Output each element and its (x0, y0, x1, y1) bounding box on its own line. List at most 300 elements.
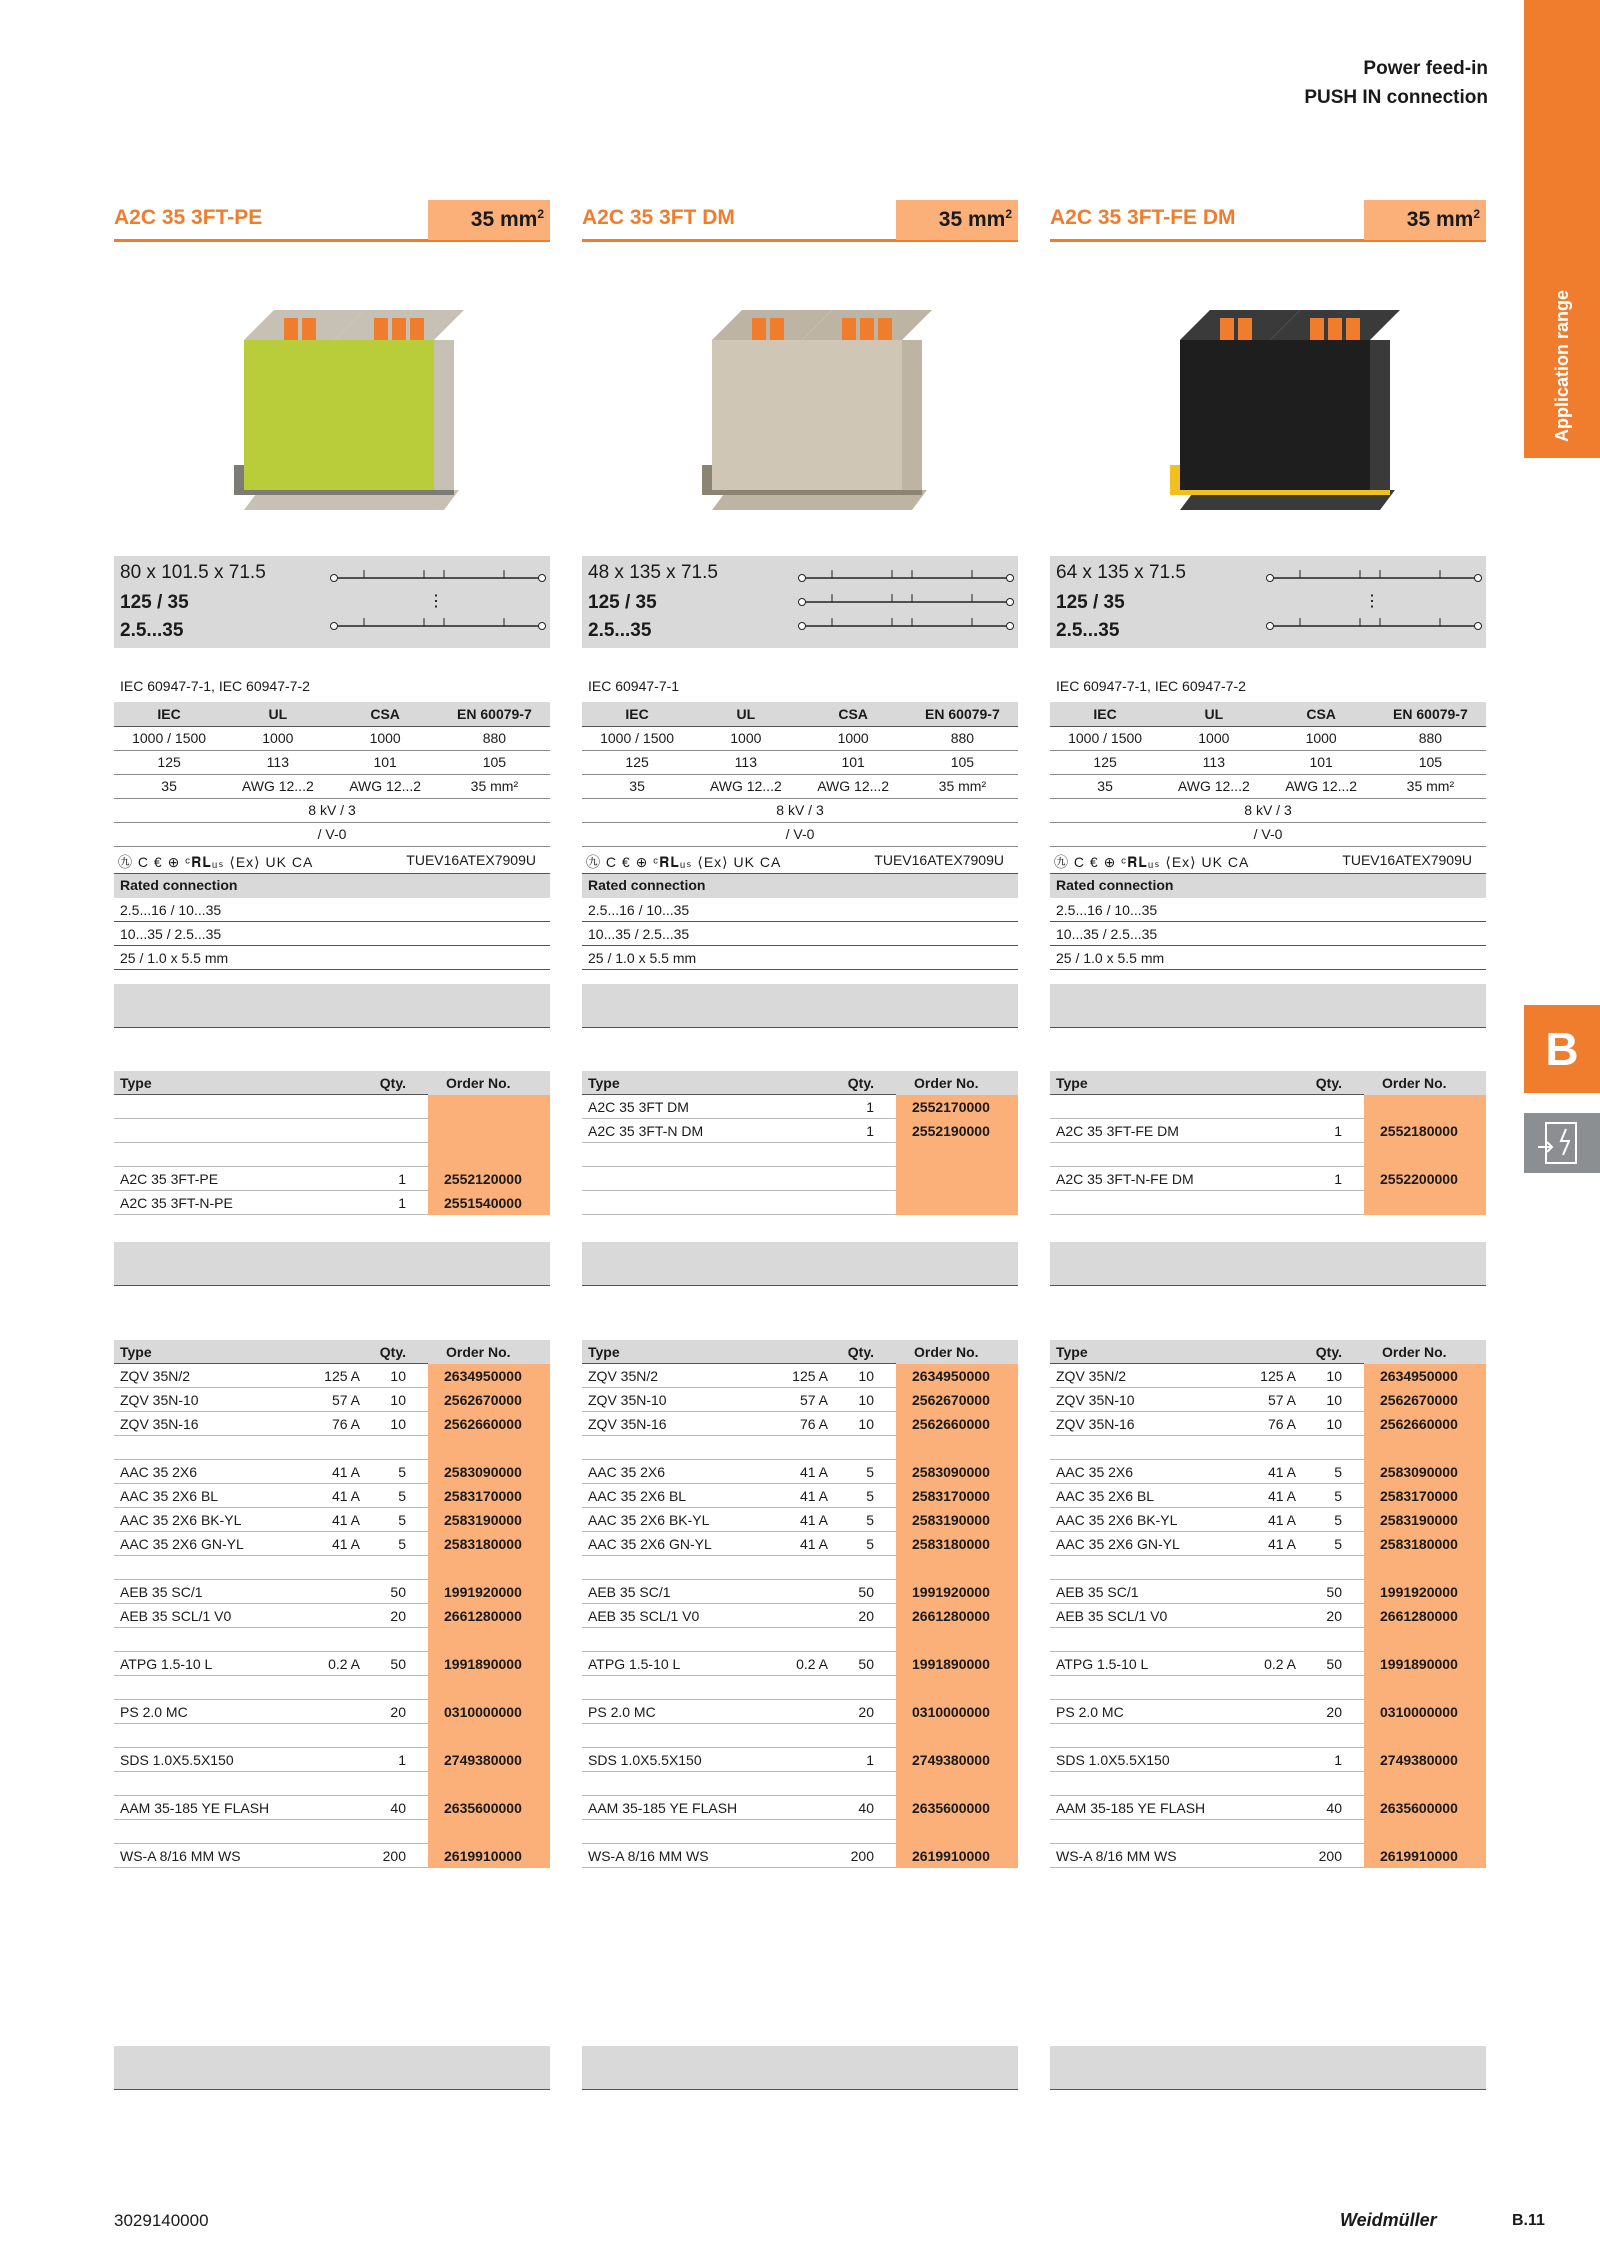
rated-connection-label: Rated connection (1050, 874, 1486, 898)
accessory-spacer (582, 1772, 1018, 1796)
order-row (1050, 1143, 1486, 1167)
accessory-row (1050, 1844, 1486, 1868)
accessory-type: AAC 35 2X6 (588, 1464, 666, 1480)
accessory-order-number[interactable]: 2583190000 (896, 1508, 1018, 1532)
accessory-header-type: Type (588, 1344, 620, 1360)
accessory-type: AEB 35 SC/1 (1056, 1584, 1139, 1600)
rating-cell: 105 (1375, 750, 1486, 774)
accessory-amps: 41 A (331, 1464, 360, 1480)
rating-cell: 35 (582, 774, 692, 798)
accessory-order-number[interactable]: 2619910000 (896, 1844, 1018, 1868)
accessory-row (582, 1364, 1018, 1388)
accessory-header-qty: Qty. (847, 1344, 874, 1360)
accessory-type: AAC 35 2X6 (120, 1464, 198, 1480)
accessory-spacer-cell (428, 1628, 550, 1652)
accessory-type: ATPG 1.5-10 L (1056, 1656, 1149, 1672)
accessory-order-number[interactable]: 2634950000 (1364, 1364, 1486, 1388)
accessory-spacer-cell (1364, 1628, 1486, 1652)
order-row (114, 1167, 550, 1191)
accessory-type: AEB 35 SCL/1 V0 (120, 1608, 232, 1624)
accessory-amps: 76 A (799, 1416, 828, 1432)
accessory-spacer (582, 1724, 1018, 1748)
accessory-order-number[interactable]: 2583190000 (428, 1508, 550, 1532)
circuit-diagram (792, 556, 1018, 648)
rating-cell: 105 (907, 750, 1018, 774)
rating-cell: 35 mm² (907, 774, 1018, 798)
accessory-order-number[interactable]: 2583190000 (1364, 1508, 1486, 1532)
accessory-amps: 0.2 A (328, 1656, 360, 1672)
accessory-header-row (1050, 1340, 1486, 1364)
accessory-row (1050, 1484, 1486, 1508)
accessory-order-number[interactable]: 2635600000 (1364, 1796, 1486, 1820)
accessory-order-number[interactable]: 2619910000 (1364, 1844, 1486, 1868)
order-number[interactable] (1364, 1191, 1486, 1215)
accessory-spacer-cell (896, 1772, 1018, 1796)
accessory-qty: 5 (866, 1464, 874, 1480)
rated-connection-label: Rated connection (582, 874, 1018, 898)
order-number[interactable] (428, 1119, 550, 1143)
accessory-row (114, 1796, 550, 1820)
accessory-order-number[interactable]: 2749380000 (896, 1748, 1018, 1772)
order-header-qty: Qty. (379, 1075, 406, 1091)
accessory-spacer (114, 1820, 550, 1844)
rating-cell: 1000 (224, 726, 331, 750)
accessory-table (582, 1340, 1018, 1868)
accessory-spacer (1050, 1628, 1486, 1652)
accessory-type: ZQV 35N-10 (1056, 1392, 1135, 1408)
accessory-row (1050, 1748, 1486, 1772)
rating-cell: 113 (224, 750, 331, 774)
accessory-type: PS 2.0 MC (588, 1704, 656, 1720)
accessory-order-number[interactable]: 2634950000 (896, 1364, 1018, 1388)
accessory-order-number[interactable]: 2583170000 (896, 1484, 1018, 1508)
accessory-row (582, 1532, 1018, 1556)
accessory-type: AEB 35 SC/1 (120, 1584, 203, 1600)
accessory-spacer-cell (428, 1676, 550, 1700)
wire-range: 2.5...35 (120, 620, 184, 641)
order-type: A2C 35 3FT DM (588, 1099, 689, 1115)
accessory-type: ZQV 35N/2 (1056, 1368, 1127, 1384)
accessory-table (114, 1340, 550, 1868)
order-type: A2C 35 3FT-FE DM (1056, 1123, 1179, 1139)
product-header (1050, 200, 1486, 242)
accessory-amps: 57 A (331, 1392, 360, 1408)
accessory-order-number[interactable]: 2562670000 (896, 1388, 1018, 1412)
rated-row: 2.5...16 / 10...35 (114, 898, 550, 922)
grey-band (1050, 1242, 1486, 1286)
page-number: B.11 (1512, 2212, 1545, 2229)
accessory-qty: 5 (866, 1536, 874, 1552)
accessory-order-number[interactable]: 2562660000 (428, 1412, 550, 1436)
order-header-no: Order No. (428, 1071, 550, 1095)
accessory-order-number[interactable]: 1991890000 (896, 1652, 1018, 1676)
grey-band (114, 2046, 550, 2090)
rating-cell: 101 (1267, 750, 1374, 774)
accessory-row (114, 1364, 550, 1388)
accessory-spacer (582, 1820, 1018, 1844)
accessory-order-number[interactable]: 2661280000 (896, 1604, 1018, 1628)
accessory-order-number[interactable]: 2619910000 (428, 1844, 550, 1868)
rated-row: 10...35 / 2.5...35 (582, 922, 1018, 946)
accessory-amps: 0.2 A (1264, 1656, 1296, 1672)
accessory-order-number[interactable]: 2635600000 (428, 1796, 550, 1820)
accessory-order-number[interactable]: 2749380000 (1364, 1748, 1486, 1772)
accessory-order-number[interactable]: 2634950000 (428, 1364, 550, 1388)
product-size-sup: 2 (1473, 207, 1480, 221)
accessory-amps: 76 A (1267, 1416, 1296, 1432)
order-row (114, 1143, 550, 1167)
accessory-qty: 5 (866, 1512, 874, 1528)
accessory-row (1050, 1580, 1486, 1604)
accessory-row (114, 1700, 550, 1724)
rating-cell: 1000 / 1500 (1050, 726, 1160, 750)
accessory-qty: 10 (390, 1368, 406, 1384)
accessory-row (114, 1508, 550, 1532)
rating-extra: 8 kV / 3 (1050, 798, 1486, 822)
order-header-qty: Qty. (847, 1075, 874, 1091)
rating-cell: 125 (1050, 750, 1160, 774)
accessory-type: ZQV 35N/2 (120, 1368, 191, 1384)
order-row (582, 1167, 1018, 1191)
rating-extra: / V-0 (114, 822, 550, 846)
rated-row: 25 / 1.0 x 5.5 mm (1050, 946, 1486, 970)
accessory-spacer-cell (1364, 1436, 1486, 1460)
product-size (428, 200, 550, 240)
accessory-order-number[interactable]: 2749380000 (428, 1748, 550, 1772)
order-number[interactable]: 2552200000 (1364, 1167, 1486, 1191)
accessory-row (1050, 1532, 1486, 1556)
accessory-spacer-cell (896, 1436, 1018, 1460)
order-row (114, 1191, 550, 1215)
order-number[interactable] (896, 1143, 1018, 1167)
accessory-order-number[interactable]: 2583090000 (896, 1460, 1018, 1484)
accessory-type: PS 2.0 MC (120, 1704, 188, 1720)
order-row (1050, 1095, 1486, 1119)
accessory-amps: 76 A (331, 1416, 360, 1432)
cert-code: TUEV16ATEX7909U (1342, 852, 1472, 868)
grey-band (582, 1242, 1018, 1286)
accessory-qty: 20 (858, 1704, 874, 1720)
order-number[interactable]: 2552170000 (896, 1095, 1018, 1119)
product-size (896, 200, 1018, 240)
accessory-order-number[interactable]: 1991890000 (1364, 1652, 1486, 1676)
order-number[interactable] (1364, 1095, 1486, 1119)
grey-band (582, 2046, 1018, 2090)
product-size-value: 35 mm (470, 208, 538, 231)
rating-header: UL (224, 702, 331, 726)
rating-cell: 35 (114, 774, 224, 798)
accessory-spacer-cell (896, 1556, 1018, 1580)
accessory-spacer-cell (896, 1820, 1018, 1844)
accessory-amps: 41 A (331, 1536, 360, 1552)
accessory-spacer (1050, 1820, 1486, 1844)
accessory-qty: 20 (858, 1608, 874, 1624)
order-number[interactable]: 2552190000 (896, 1119, 1018, 1143)
order-qty: 1 (398, 1171, 406, 1187)
order-qty: 1 (866, 1099, 874, 1115)
accessory-row (582, 1652, 1018, 1676)
order-qty: 1 (1334, 1123, 1342, 1139)
accessory-qty: 50 (390, 1584, 406, 1600)
accessory-row (582, 1700, 1018, 1724)
accessory-row (114, 1532, 550, 1556)
order-row (114, 1119, 550, 1143)
accessory-row (114, 1844, 550, 1868)
order-header-qty: Qty. (1315, 1075, 1342, 1091)
accessory-amps: 41 A (331, 1512, 360, 1528)
rating-extra: 8 kV / 3 (114, 798, 550, 822)
rating-table (1050, 702, 1486, 847)
product-size-value: 35 mm (1406, 208, 1474, 231)
footer-code: 3029140000 (114, 2211, 209, 2230)
accessory-order-number[interactable]: 2583170000 (428, 1484, 550, 1508)
accessory-type: AAC 35 2X6 (1056, 1464, 1134, 1480)
accessory-table (1050, 1340, 1486, 1868)
dimensions: 64 x 135 x 71.5 (1056, 562, 1186, 583)
accessory-row (582, 1844, 1018, 1868)
rating-extra: 8 kV / 3 (582, 798, 1018, 822)
accessory-qty: 10 (858, 1416, 874, 1432)
accessory-qty: 20 (1326, 1608, 1342, 1624)
accessory-header-qty: Qty. (379, 1344, 406, 1360)
rating-header: EN 60079-7 (1375, 702, 1486, 726)
accessory-type: AAC 35 2X6 BK-YL (588, 1512, 710, 1528)
accessory-row (1050, 1388, 1486, 1412)
rating: 125 / 35 (1056, 592, 1125, 613)
accessory-type: AAC 35 2X6 BL (1056, 1488, 1155, 1504)
order-number[interactable] (896, 1191, 1018, 1215)
wire-range: 2.5...35 (588, 620, 652, 641)
certifications (1050, 848, 1486, 874)
order-number[interactable] (428, 1143, 550, 1167)
accessory-qty: 5 (398, 1464, 406, 1480)
order-number[interactable] (428, 1095, 550, 1119)
accessory-amps: 41 A (1267, 1512, 1296, 1528)
accessory-type: AAC 35 2X6 BL (588, 1488, 687, 1504)
accessory-spacer (114, 1676, 550, 1700)
accessory-type: AAC 35 2X6 BK-YL (1056, 1512, 1178, 1528)
product-name: A2C 35 3FT-PE (114, 206, 263, 229)
accessory-qty: 50 (1326, 1584, 1342, 1600)
accessory-qty: 20 (1326, 1704, 1342, 1720)
circuit-diagram (324, 556, 550, 648)
accessory-qty: 5 (866, 1488, 874, 1504)
section-letter: B (1524, 1005, 1600, 1093)
accessory-qty: 10 (1326, 1416, 1342, 1432)
accessory-row (1050, 1460, 1486, 1484)
accessory-order-number[interactable]: 2583180000 (428, 1532, 550, 1556)
rating-header: IEC (582, 702, 692, 726)
order-row (1050, 1191, 1486, 1215)
accessory-amps: 41 A (799, 1488, 828, 1504)
order-header-type: Type (1056, 1075, 1088, 1091)
accessory-row (582, 1484, 1018, 1508)
accessory-row (1050, 1508, 1486, 1532)
accessory-order-number[interactable]: 2583180000 (1364, 1532, 1486, 1556)
accessory-spacer (114, 1628, 550, 1652)
accessory-header-type: Type (120, 1344, 152, 1360)
accessory-qty: 10 (390, 1392, 406, 1408)
accessory-row (114, 1484, 550, 1508)
accessory-spacer (1050, 1724, 1486, 1748)
accessory-spacer (1050, 1436, 1486, 1460)
accessory-header-row (114, 1340, 550, 1364)
circuit-diagram (1260, 556, 1486, 648)
accessory-qty: 5 (398, 1536, 406, 1552)
accessory-qty: 20 (390, 1704, 406, 1720)
product-image (1150, 300, 1410, 530)
accessory-qty: 10 (1326, 1392, 1342, 1408)
product-image (682, 300, 942, 530)
accessory-qty: 50 (390, 1656, 406, 1672)
rating: 125 / 35 (120, 592, 189, 613)
accessory-spacer-cell (896, 1628, 1018, 1652)
accessory-row (582, 1412, 1018, 1436)
grey-band (1050, 984, 1486, 1028)
rating-header: UL (1160, 702, 1267, 726)
rating-cell: AWG 12...2 (1160, 774, 1267, 798)
accessory-order-number[interactable]: 2562660000 (896, 1412, 1018, 1436)
accessory-order-number[interactable]: 2661280000 (428, 1604, 550, 1628)
accessory-header-qty: Qty. (1315, 1344, 1342, 1360)
order-row (1050, 1167, 1486, 1191)
certifications (582, 848, 1018, 874)
accessory-amps: 125 A (792, 1368, 828, 1384)
certifications (114, 848, 550, 874)
rating-header: IEC (1050, 702, 1160, 726)
rating-cell: 880 (1375, 726, 1486, 750)
accessory-qty: 40 (1326, 1800, 1342, 1816)
rating-header: UL (692, 702, 799, 726)
order-number[interactable] (896, 1167, 1018, 1191)
svg-text:⋮: ⋮ (1364, 593, 1380, 610)
accessory-order-number[interactable]: 2562670000 (1364, 1388, 1486, 1412)
accessory-order-number[interactable]: 0310000000 (428, 1700, 550, 1724)
rated-row: 2.5...16 / 10...35 (1050, 898, 1486, 922)
accessory-qty: 5 (398, 1512, 406, 1528)
accessory-order-number[interactable]: 1991920000 (428, 1580, 550, 1604)
accessory-row (114, 1580, 550, 1604)
accessory-qty: 5 (398, 1488, 406, 1504)
accessory-type: WS-A 8/16 MM WS (588, 1848, 709, 1864)
product-size-value: 35 mm (938, 208, 1006, 231)
accessory-type: SDS 1.0X5.5X150 (120, 1752, 234, 1768)
rated-row: 25 / 1.0 x 5.5 mm (582, 946, 1018, 970)
accessory-spacer-cell (896, 1724, 1018, 1748)
spec-box (582, 556, 1018, 648)
accessory-spacer-cell (1364, 1556, 1486, 1580)
accessory-type: AAC 35 2X6 GN-YL (588, 1536, 712, 1552)
grey-band (1050, 2046, 1486, 2090)
product-header (582, 200, 1018, 242)
rating-cell: 1000 (1267, 726, 1374, 750)
svg-text:⋮: ⋮ (428, 593, 444, 610)
accessory-qty: 5 (1334, 1512, 1342, 1528)
rating-cell: 35 mm² (439, 774, 550, 798)
accessory-type: ZQV 35N-16 (1056, 1416, 1135, 1432)
accessory-order-number[interactable]: 2583170000 (1364, 1484, 1486, 1508)
accessory-spacer-cell (428, 1772, 550, 1796)
rating-cell: AWG 12...2 (1267, 774, 1374, 798)
accessory-qty: 40 (858, 1800, 874, 1816)
header-line-1: Power feed-in (1363, 58, 1488, 79)
accessory-spacer-cell (896, 1676, 1018, 1700)
accessory-type: AAC 35 2X6 GN-YL (120, 1536, 244, 1552)
rating-cell: 880 (907, 726, 1018, 750)
accessory-qty: 50 (1326, 1656, 1342, 1672)
order-row (114, 1095, 550, 1119)
accessory-qty: 200 (382, 1848, 406, 1864)
rating-cell: AWG 12...2 (692, 774, 799, 798)
rating-cell: 1000 (331, 726, 438, 750)
order-header-no: Order No. (1364, 1071, 1486, 1095)
order-number[interactable]: 2551540000 (428, 1191, 550, 1215)
accessory-qty: 200 (1318, 1848, 1342, 1864)
cert-code: TUEV16ATEX7909U (406, 852, 536, 868)
rated-row: 10...35 / 2.5...35 (114, 922, 550, 946)
accessory-type: AAC 35 2X6 BK-YL (120, 1512, 242, 1528)
accessory-amps: 57 A (799, 1392, 828, 1408)
accessory-row (1050, 1364, 1486, 1388)
accessory-type: AEB 35 SC/1 (588, 1584, 671, 1600)
accessory-type: AAM 35-185 YE FLASH (588, 1800, 738, 1816)
cert-code: TUEV16ATEX7909U (874, 852, 1004, 868)
order-qty: 1 (1334, 1171, 1342, 1187)
order-number[interactable] (1364, 1143, 1486, 1167)
wire-range: 2.5...35 (1056, 620, 1120, 641)
order-number[interactable]: 2552180000 (1364, 1119, 1486, 1143)
rating-cell: AWG 12...2 (331, 774, 438, 798)
accessory-order-number[interactable]: 1991920000 (1364, 1580, 1486, 1604)
accessory-order-number[interactable]: 2635600000 (896, 1796, 1018, 1820)
accessory-order-number[interactable]: 0310000000 (1364, 1700, 1486, 1724)
accessory-order-number[interactable]: 2661280000 (1364, 1604, 1486, 1628)
accessory-order-number[interactable]: 1991890000 (428, 1652, 550, 1676)
accessory-order-number[interactable]: 2562670000 (428, 1388, 550, 1412)
accessory-qty: 200 (850, 1848, 874, 1864)
rating-cell: 101 (799, 750, 906, 774)
accessory-qty: 10 (1326, 1368, 1342, 1384)
accessory-row (1050, 1700, 1486, 1724)
rating-cell: AWG 12...2 (799, 774, 906, 798)
product-size-sup: 2 (537, 207, 544, 221)
accessory-amps: 125 A (1260, 1368, 1296, 1384)
accessory-order-number[interactable]: 2583090000 (428, 1460, 550, 1484)
accessory-spacer (114, 1724, 550, 1748)
accessory-qty: 5 (1334, 1536, 1342, 1552)
accessory-order-number[interactable]: 2583180000 (896, 1532, 1018, 1556)
accessory-spacer-cell (1364, 1820, 1486, 1844)
accessory-spacer (114, 1772, 550, 1796)
accessory-amps: 41 A (1267, 1536, 1296, 1552)
order-number[interactable]: 2552120000 (428, 1167, 550, 1191)
rating-cell: 125 (114, 750, 224, 774)
accessory-row (114, 1388, 550, 1412)
accessory-qty: 1 (1334, 1752, 1342, 1768)
power-feed-icon (1524, 1113, 1600, 1173)
order-type: A2C 35 3FT-N DM (588, 1123, 704, 1139)
accessory-row (582, 1796, 1018, 1820)
accessory-row (582, 1748, 1018, 1772)
accessory-row (1050, 1412, 1486, 1436)
accessory-order-number[interactable]: 2562660000 (1364, 1412, 1486, 1436)
accessory-spacer (582, 1676, 1018, 1700)
accessory-amps: 125 A (324, 1368, 360, 1384)
accessory-order-number[interactable]: 2583090000 (1364, 1460, 1486, 1484)
accessory-order-number[interactable]: 1991920000 (896, 1580, 1018, 1604)
order-header-type: Type (120, 1075, 152, 1091)
accessory-order-number[interactable]: 0310000000 (896, 1700, 1018, 1724)
